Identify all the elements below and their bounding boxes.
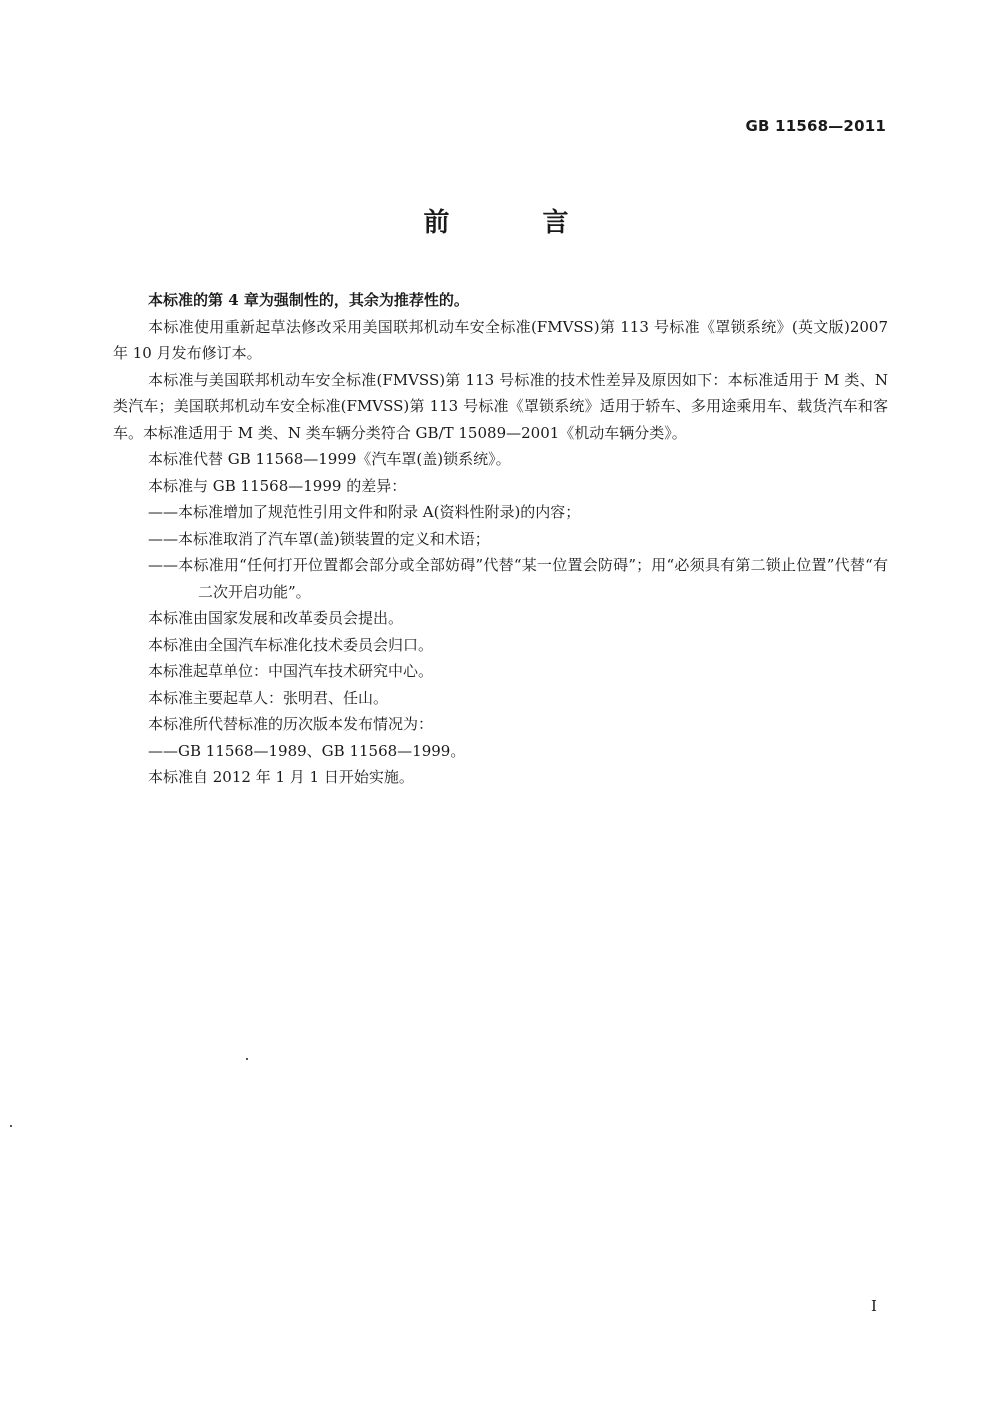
- paragraph-proposed-by: 本标准由国家发展和改革委员会提出。: [148, 609, 404, 627]
- paragraph-technical-differences: 本标准与美国联邦机动车安全标准(FMVSS)第 113 号标准的技术性差异及原因如下：本标准适用于 M 类、N 类汽车；美国联邦机动车安全标准(FMVSS)第 113 号标准《罩锁系统》适用于轿车、多用途乘用车、载货汽车和客车。本标准适用于 M 类、N 类车辆分类符合 GB/T 15089—2001《机动车辆分类》。: [113, 370, 888, 442]
- paragraph-mandatory-chapter: 本标准的第 4 章为强制性的，其余为推荐性的。: [148, 291, 469, 309]
- paragraph-effective-date: 本标准自 2012 年 1 月 1 日开始实施。: [148, 768, 414, 786]
- page-number: I: [871, 1297, 877, 1315]
- scan-speck: [10, 1125, 12, 1127]
- difference-item: ——本标准取消了汽车罩(盖)锁装置的定义和术语；: [148, 529, 490, 548]
- foreword-body: [113, 287, 888, 791]
- history-item: ——GB 11568—1989、GB 11568—1999。: [148, 741, 466, 760]
- paragraph-centralized-by: 本标准由全国汽车标准化技术委员会归口。: [148, 635, 434, 654]
- standard-code: GB 11568—2011: [745, 117, 886, 135]
- paragraph-adoption-method: 本标准使用重新起草法修改采用美国联邦机动车安全标准(FMVSS)第 113 号标准《罩锁系统》(英文版)2007 年 10 月发布修订本。: [113, 317, 888, 362]
- paragraph-differences-intro: 本标准与 GB 11568—1999 的差异：: [148, 476, 407, 495]
- paragraph-drafting-unit: 本标准起草单位：中国汽车技术研究中心。: [148, 662, 434, 680]
- scan-speck: [246, 1058, 248, 1060]
- difference-item: ——本标准用“任何打开位置都会部分或全部妨碍”代替“某一位置会防碍”；用“必须具有第二锁止位置”代替“有二次开启功能”。: [148, 556, 888, 601]
- paragraph-history-intro: 本标准所代替标准的历次版本发布情况为：: [148, 715, 434, 733]
- paragraph-replaces: 本标准代替 GB 11568—1999《汽车罩(盖)锁系统》。: [148, 450, 511, 468]
- paragraph-main-drafters: 本标准主要起草人：张明君、任山。: [148, 688, 389, 707]
- difference-item: ——本标准增加了规范性引用文件和附录 A(资料性附录)的内容；: [148, 503, 581, 521]
- page-title: 前 言: [423, 208, 611, 238]
